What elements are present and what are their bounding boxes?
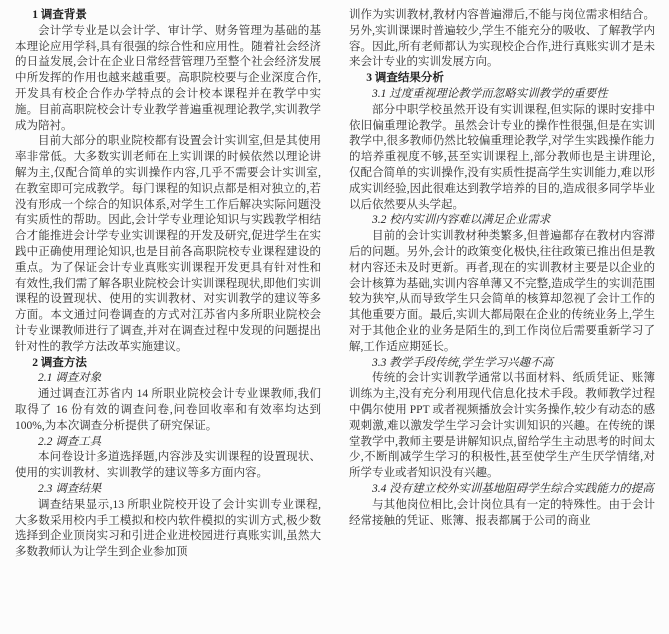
- subsection-heading: 3.2 校内实训内容难以满足企业需求: [372, 214, 551, 227]
- paragraph: 部分中职学校虽然开设有实训课程,但实际的课时安排中依旧偏重理论教学。虽然会计专业的操作性很强,但是在实训教学中,很多教师仍然比较偏重理论教学,对学生实践操作能力的培养重视度不够,甚至实训课程上,部分教师也是主讲理论,仅配合简单的实训操作,没有实质性提高学生实训能力,难以形成实训经验,因此很难达到教学培养的目的,造成很多同学毕业以后依然要从头学起。: [349, 103, 655, 211]
- paragraph: 传统的会计实训教学通常以书面材料、纸质凭证、账簿训练为主,没有充分利用现代信息化技术手段。教师教学过程中偶尔使用 PPT 或者视频播放会计实务操作,较少有动态的感观刺激,难以激发学生学习会计实训知识的兴趣。在传统的课堂教学中,教师主要是讲解知识点,留给学生主动思考的时间太少,不断削减学生学习的积极性,甚至使学生产生厌学情绪,对所学专业或者知识没有兴趣。: [349, 372, 655, 480]
- paragraph: 会计学专业是以会计学、审计学、财务管理为基础的基本理论应用学科,具有很强的综合性和应用性。随着社会经济的日益发展,会计在企业日常经营管理乃至整个社会经济发展中所发挥的作用也越来越重要。高职院校要与企业深度合作,开发具有校企合作办学特点的会计校本课程并在教学中实施。目前高职院校会计专业教学普遍重视理论教学,实训教学成为陪衬。: [15, 24, 321, 132]
- section-heading: 1 调查背景: [32, 9, 87, 21]
- section-heading: 3 调查结果分析: [366, 72, 444, 85]
- two-column-layout: [15, 8, 655, 561]
- paragraph: 目前的会计实训教材种类繁多,但普遍都存在教材内容滞后的问题。另外,会计的政策变化极快,往往政策已推出但是教材内容还未及时更新。再者,现在的实训教材主要是以企业的会计核算为基础,实训内容单薄又不完整,造成学生的实训范围较为狭窄,从而导致学生只会简单的核算却忽视了会计工作的其他重要方面。最后,实训大都局限在企业的传统业务上,学生对于其他企业的业务是陌生的,到工作岗位后需要重新学习了解,工作适应期延长。: [349, 230, 655, 353]
- paragraph: 调查结果显示,13 所职业院校开设了会计实训专业课程,大多数采用校内手工模拟和校内软件模拟的实训方式,极少数选择到企业顶岗实习和引进企业进校园进行真账实训,虽然大多数教师认为让学生到企业参加顶: [15, 498, 321, 559]
- section-heading: 2 调查方法: [32, 356, 87, 369]
- paragraph: 与其他岗位相比,会计岗位具有一定的特殊性。由于会计经常接触的凭证、账簿、报表都属于公司的商业: [349, 498, 655, 527]
- paragraph-continuation: 训作为实训教材,教材内容普遍滞后,不能与岗位需求相结合。另外,实训课课时普遍较少,学生不能充分的吸收、了解教学内容。因此,所有老师都认为实现校企合作,进行真账实训才是未来会计专业的实训发展方向。: [349, 9, 655, 69]
- subsection-heading: 3.1 过度重视理论教学而忽略实训教学的重要性: [372, 87, 608, 100]
- paragraph: 目前大部分的职业院校都有设置会计实训室,但是其使用率非常低。大多数实训老师在上实训课的时候依然以理论讲解为主,仅配合简单的实训操作内容,几乎不需要会计实训室,在教室即可完成教学。每门课程的知识点都是相对独立的,若没有形成一个综合的知识体系,对学生工作后解决实际问题没有实质性的帮助。因此,会计学专业理论知识与实践教学相结合才能推进会计学专业实训课程的开发及研究,促进学生在实践中正确使用理论知识,也是目前各高职院校专业课程建设的重点。为了保证会计专业真账实训课程开发更具有针对性和有效性,我们需了解各职业院校会计实训课程现状,即他们实训课程的设置现状、使用的实训教材、对实训教学的建议等多方面。本文通过问卷调查的方式对江苏省内多所职业院校会计专业课教师进行了调查,并对在调查过程中发现的问题提出针对性的教学方法改革实施建议。: [15, 135, 321, 353]
- text-column-right: [349, 8, 655, 529]
- paragraph: 本问卷设计多道选择题,内容涉及实训课程的设置现状、使用的实训教材、实训教学的建议等多方面内容。: [15, 451, 321, 480]
- subsection-heading: 3.3 教学手段传统,学生学习兴趣不高: [372, 356, 554, 369]
- subsection-heading: 2.1 调查对象: [38, 372, 102, 385]
- paragraph: 通过调查江苏省内 14 所职业院校会计专业课教师,我们取得了 16 份有效的调查问卷,问卷回收率和有效率均达到 100%,为本次调查分析提供了研究保证。: [15, 388, 321, 432]
- subsection-heading: 3.4 没有建立校外实训基地阻碍学生综合实践能力的提高: [372, 482, 654, 495]
- subsection-heading: 2.2 调查工具: [38, 435, 102, 448]
- text-column-left: [15, 8, 321, 561]
- subsection-heading: 2.3 调查结果: [38, 482, 102, 495]
